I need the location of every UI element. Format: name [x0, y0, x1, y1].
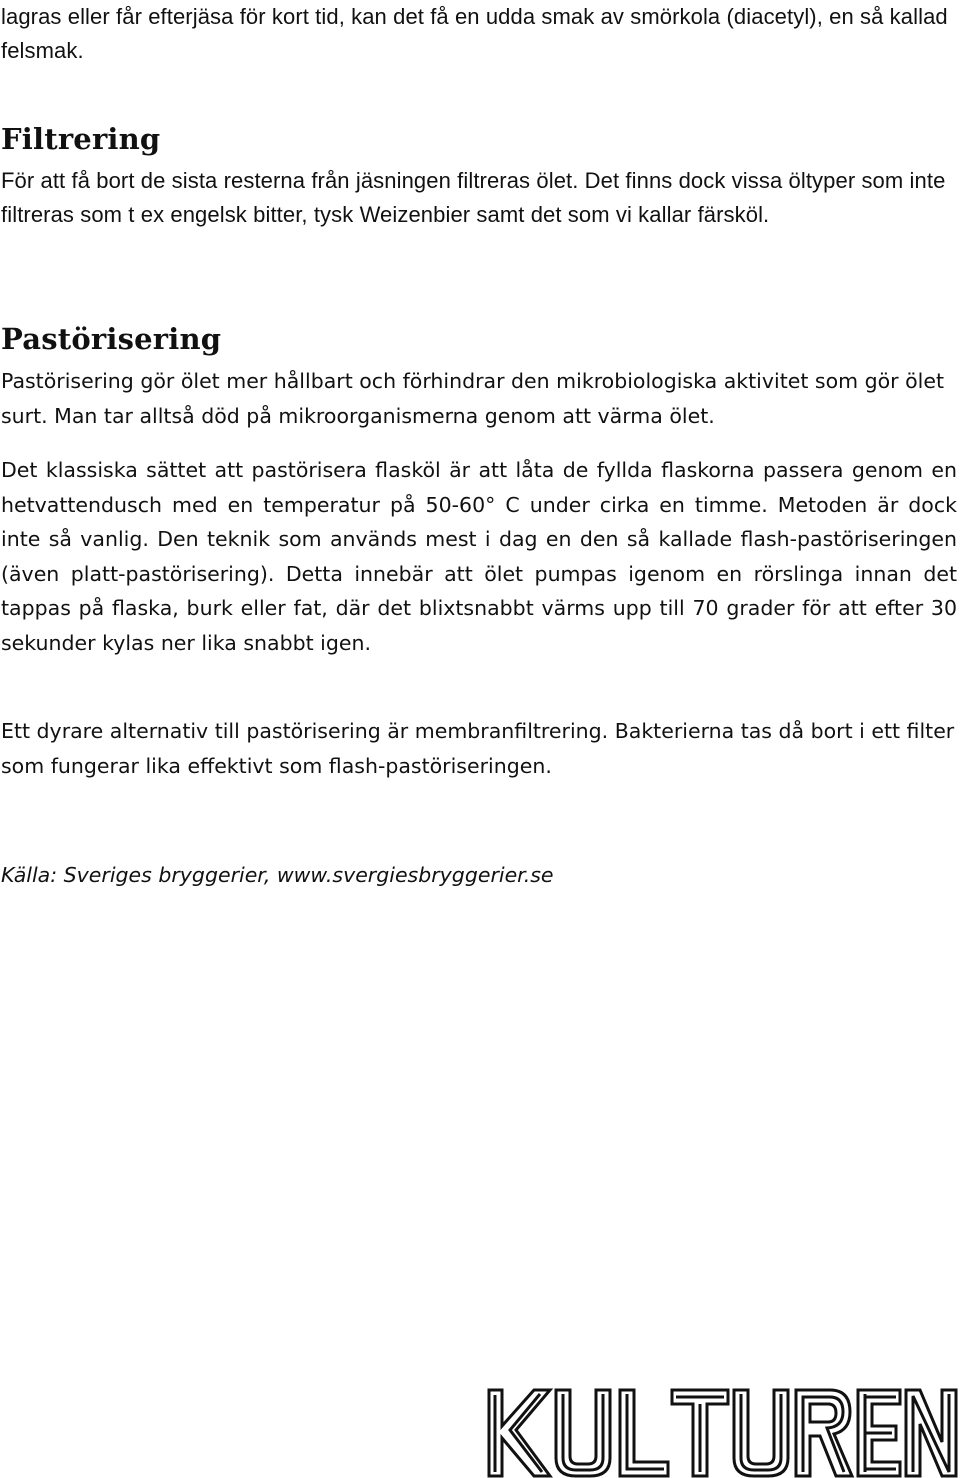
heading-pastorisering: Pastörisering [1, 322, 222, 356]
source-citation: Källa: Sveriges bryggerier, www.svergiesbryggerier.se [1, 863, 554, 887]
intro-paragraph: lagras eller får efterjäsa för kort tid, kan det få en udda smak av smörkola (diacetyl), en så kallad felsmak. [1, 4, 948, 63]
kulturen-logo-icon [486, 1386, 958, 1478]
heading-filtrering: Filtrering [1, 122, 161, 156]
paragraph-pastorisering-intro: Pastörisering gör ölet mer hållbart och förhindrar den mikrobiologiska aktivitet som gör ölet surt. Man tar alltså död på mikroorganismerna genom att värma ölet. [1, 369, 944, 428]
paragraph-filtrering: För att få bort de sista resterna från jäsningen filtreras ölet. Det finns dock vissa öltyper som inte filtreras som t ex engelsk bitter, tysk Weizenbier samt det som vi kallar färsköl. [1, 168, 946, 227]
paragraph-membranfiltrering: Ett dyrare alternativ till pastörisering är membranfiltrering. Bakterierna tas då bort i ett filter som fungerar lika effektivt som flash-pastöriseringen. [1, 719, 955, 778]
paragraph-pastorisering-methods: Det klassiska sättet att pastörisera flasköl är att låta de fyllda flaskorna passera genom en hetvattendusch med en temperatur på 50-60° C under cirka en timme. Metoden är dock inte så vanlig. Den teknik som används mest i dag en den så kallade flash-pastöriseringen (även platt-pastörisering). Detta innebär att ölet pumpas igenom en rörslinga innan det tappas på flaska, burk eller fat, där det blixtsnabbt värms upp till 70 grader för att efter 30 sekunder kylas ner lika snabbt igen. [1, 458, 957, 655]
